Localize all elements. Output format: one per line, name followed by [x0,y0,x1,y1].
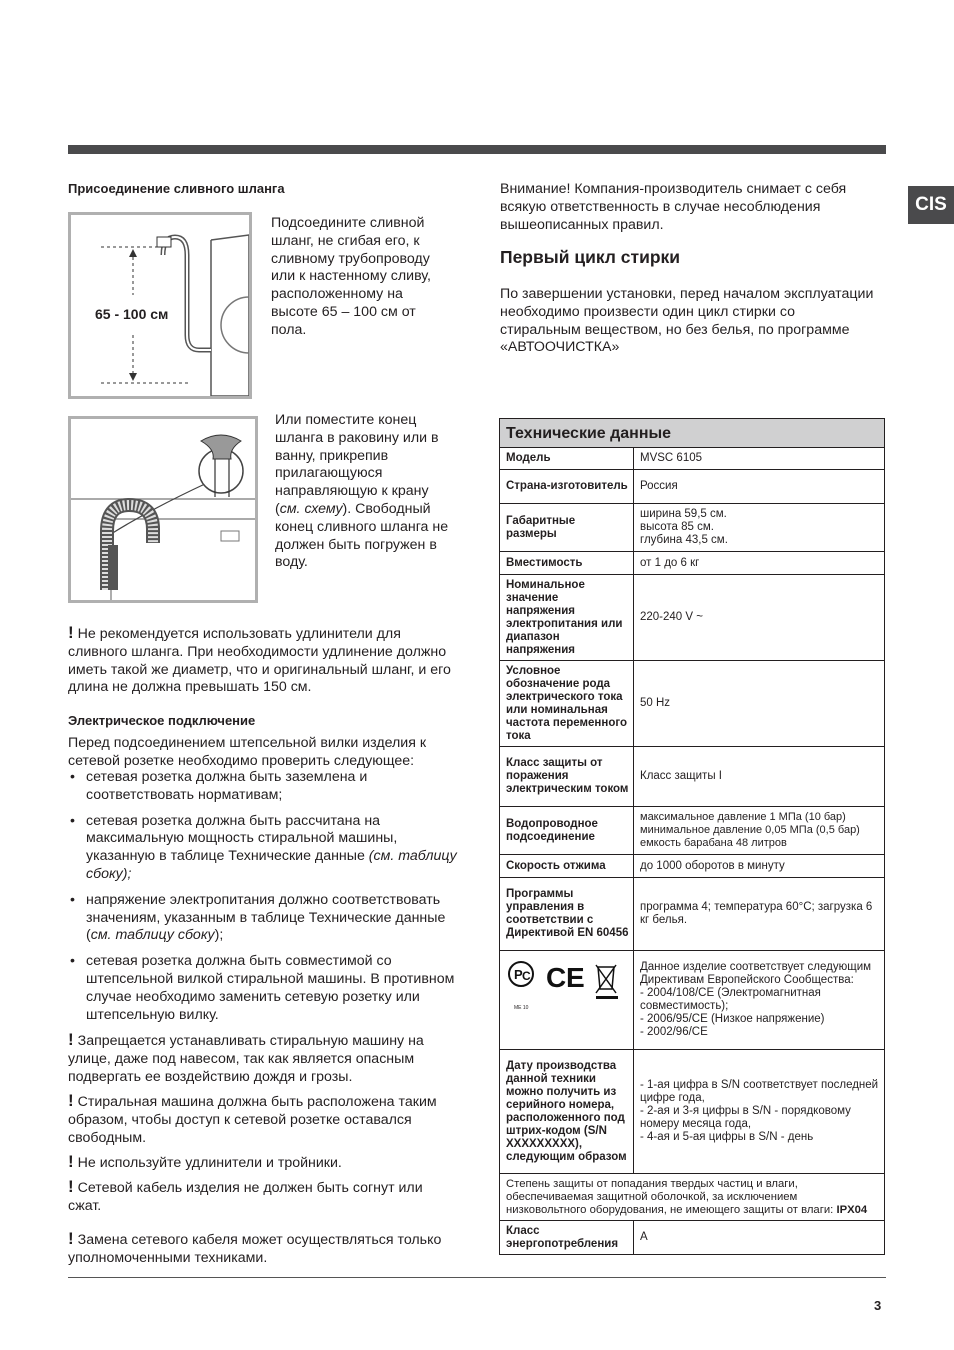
spec-value-line: высота 85 см. [640,521,714,533]
list-item-text: ); [214,927,224,944]
list-item-ref: см. таблицу сбоку [90,927,215,944]
list-item-text: сетевая розетка должна быть заземлена и соответствовать нормативам; [86,769,368,803]
warning-extension [68,624,458,697]
table-row [500,575,885,661]
warning-icon: ! [68,1091,74,1110]
sink-hose-illustration [71,419,255,600]
figure2-caption-ref: см. схему [279,500,343,517]
ce-mark-icon [546,962,585,993]
spec-key: Водопроводное подсоединение [500,807,634,855]
warning-text: Не рекомендуется использовать удлинители для сливного шланга. При необходимости удлинение должно иметь такой же диаметр, что и оригинальный шланг, и его длина не должна превышать 150 см. [68,626,451,696]
list-item [68,769,458,805]
list-item [68,813,458,884]
drain-heading: Присоединение сливного шланга [68,181,285,196]
spec-value-line: глубина 43,5 см. [640,534,728,546]
spec-value-line: ширина 59,5 см. [640,508,727,520]
spec-key: Условное обозначение рода электрического тока или номинальная частота переменного тока [500,661,634,747]
table-row [500,807,885,855]
warning-icon: ! [68,623,74,642]
header-bar [68,145,886,154]
list-item [68,892,458,945]
spec-value-line: - 2006/95/CE (Низкое напряжение) [640,1013,825,1025]
svg-text:C: C [522,969,531,983]
spec-key: Страна-изготовитель [500,470,634,504]
footer-rule [68,1277,886,1278]
list-item-text: сетевая розетка должна быть рассчитана на максимальную мощность стиральной машины, указанную в таблице Технические данные [86,812,398,865]
spec-value [634,807,885,855]
spec-value-line: - 1-ая цифра в S/N соответствует последней цифре года, [640,1079,879,1104]
protection-degree [500,1174,885,1221]
first-cycle-heading: Первый цикл стирки [500,247,681,267]
spec-key: Номинальное значение напряжения электропитания или диапазон напряжения [500,575,634,661]
table-row [500,470,885,504]
figure-drain-sink [68,416,258,603]
spec-key: Скорость отжима [500,855,634,878]
spec-value-line: - 2004/108/CE (Электромагнитная совместимость); [640,987,821,1012]
spec-value: Россия [634,470,885,504]
spec-value: MVSC 6105 [634,448,885,470]
electric-intro: Перед подсоединением штепсельной вилки изделия к сетевой розетке необходимо проверить следующее: [68,735,427,769]
weee-bin-icon [596,965,618,999]
spec-value-line: Данное изделие соответствует следующим Директивам Европейского Сообщества: [640,961,872,986]
page-number: 3 [874,1298,882,1313]
spec-key: Вместимость [500,552,634,575]
table-row [500,855,885,878]
list-item-ref: (см. таблицу сбоку); [86,848,457,882]
spec-value [634,504,885,552]
warning-text: Не используйте удлинители и тройники. [77,1155,342,1171]
spec-key: Класс энергопотребления [500,1221,634,1255]
svg-text:E: E [566,962,585,993]
spec-value: 220-240 V ~ [634,575,885,661]
svg-text:P: P [514,967,523,982]
list-item-text: напряжение электропитания должно соответствовать значениям, указанным в таблице Технические данные ( [86,891,446,944]
warning-icon: ! [68,1177,74,1196]
spec-value-line: - 4-ая и 5-ая цифры в S/N - день [640,1131,814,1143]
table-row [500,661,885,747]
table-row [500,1050,885,1174]
warning-cable [68,1178,458,1216]
table-row [500,951,885,1050]
warning-outdoor [68,1031,458,1086]
warning-icon: ! [68,1152,74,1171]
spec-value: от 1 до 6 кг [634,552,885,575]
certification-marks [500,951,634,1050]
figure2-caption-part: Или поместите конец шланга в раковину или в ванну, прикрепив прилагающуюся направляющую к крану ( [275,412,439,517]
height-label: 65 - 100 см [95,306,169,322]
spec-key: Дату производства данной техники можно получить из серийного номера, расположенного под штрих-кодом (S/N XXXXXXXXX), следующим образом [500,1050,634,1174]
language-badge: CIS [908,186,954,224]
ip-rating: IPX04 [836,1203,868,1216]
spec-table-header [500,419,885,448]
table-row [500,448,885,470]
warning-text: Сетевой кабель изделия не должен быть согнут или сжат. [68,1180,423,1214]
warning-replace [68,1230,458,1268]
table-row [500,552,885,575]
attention-note: Внимание! Компания-производитель снимает с себя всякую ответственность в случае несоблюдения вышеописанных правил. [500,181,847,233]
warning-icon: ! [68,1229,74,1248]
electric-heading: Электрическое подключение [68,713,256,728]
certification-logos [506,959,624,1001]
spec-value-line: - 2-ая и 3-я цифры в S/N - порядковому номеру месяца года, [640,1105,851,1130]
figure2-caption [275,412,450,572]
warning-access [68,1092,458,1147]
table-row [500,1174,885,1221]
spec-key: Программы управления в соответствии с Директивой EN 60456 [500,878,634,951]
table-row [500,504,885,552]
spec-value-line: емкость барабана 48 литров [640,837,787,849]
spec-table-title: Технические данные [500,419,885,448]
figure2-caption-part: ). Свободный конец сливного шланга не должен быть погружен в воду. [275,500,449,571]
spec-key: Габаритные размеры [500,504,634,552]
warning-adapters [68,1153,458,1173]
list-item-text: сетевая розетка должна быть совместимой со штепсельной вилкой стиральной машины. В противном случае необходимо заменить сетевую розетку или штепсельную вилку. [86,953,455,1023]
warning-text: Запрещается устанавливать стиральную машину на улице, даже под навесом, так как является опасным подвергать ее воздействию дождя и грозы. [68,1033,424,1085]
spec-value-line: - 2002/96/CE [640,1026,708,1038]
spec-value: программа 4; температура 60°С; загрузка 6 кг белья. [634,878,885,951]
table-row [500,1221,885,1255]
spec-value [634,1050,885,1174]
table-row [500,747,885,807]
spec-value-line: максимальное давление 1 МПа (10 бар) [640,811,846,823]
spec-value-line: минимальное давление 0,05 МПа (0,5 бар) [640,824,860,836]
svg-text:C: C [546,962,567,993]
table-row [500,878,885,951]
spec-table [499,418,885,1255]
spec-value: Класс защиты I [634,747,885,807]
spec-value [634,951,885,1050]
cert-code: ME 10 [514,1005,529,1011]
spec-key: Класс защиты от поражения электрическим током [500,747,634,807]
warning-text: Замена сетевого кабеля может осуществляться только уполномоченными техниками. [68,1232,442,1266]
spec-value: 50 Hz [634,661,885,747]
first-cycle-text: По завершении установки, перед началом эксплуатации необходимо произвести один цикл стирки со стиральным веществом, но без белья, по программе «АВТООЧИСТКА» [500,286,874,356]
spec-value: до 1000 оборотов в минуту [634,855,885,878]
spec-key: Модель [500,448,634,470]
warning-text: Стиральная машина должна быть расположена таким образом, чтобы доступ к сетевой розетке оставался свободным. [68,1094,437,1146]
figure-drain-height [68,212,252,399]
figure1-caption: Подсоедините сливной шланг, не сгибая его, к сливному трубопроводу или к настенному сливу, расположенному на высоте 65 – 100 см от пола. [271,215,431,338]
spec-value: A [634,1221,885,1255]
list-item [68,953,458,1024]
protection-text: Степень защиты от попадания твердых частиц и влаги, обеспечиваемая защитной оболочкой, за исключением низковольтного оборудования, не имеющего защиты от влаги: [506,1177,837,1216]
rst-mark-icon [509,962,533,986]
electric-checklist [68,769,458,1032]
warning-icon: ! [68,1030,74,1049]
